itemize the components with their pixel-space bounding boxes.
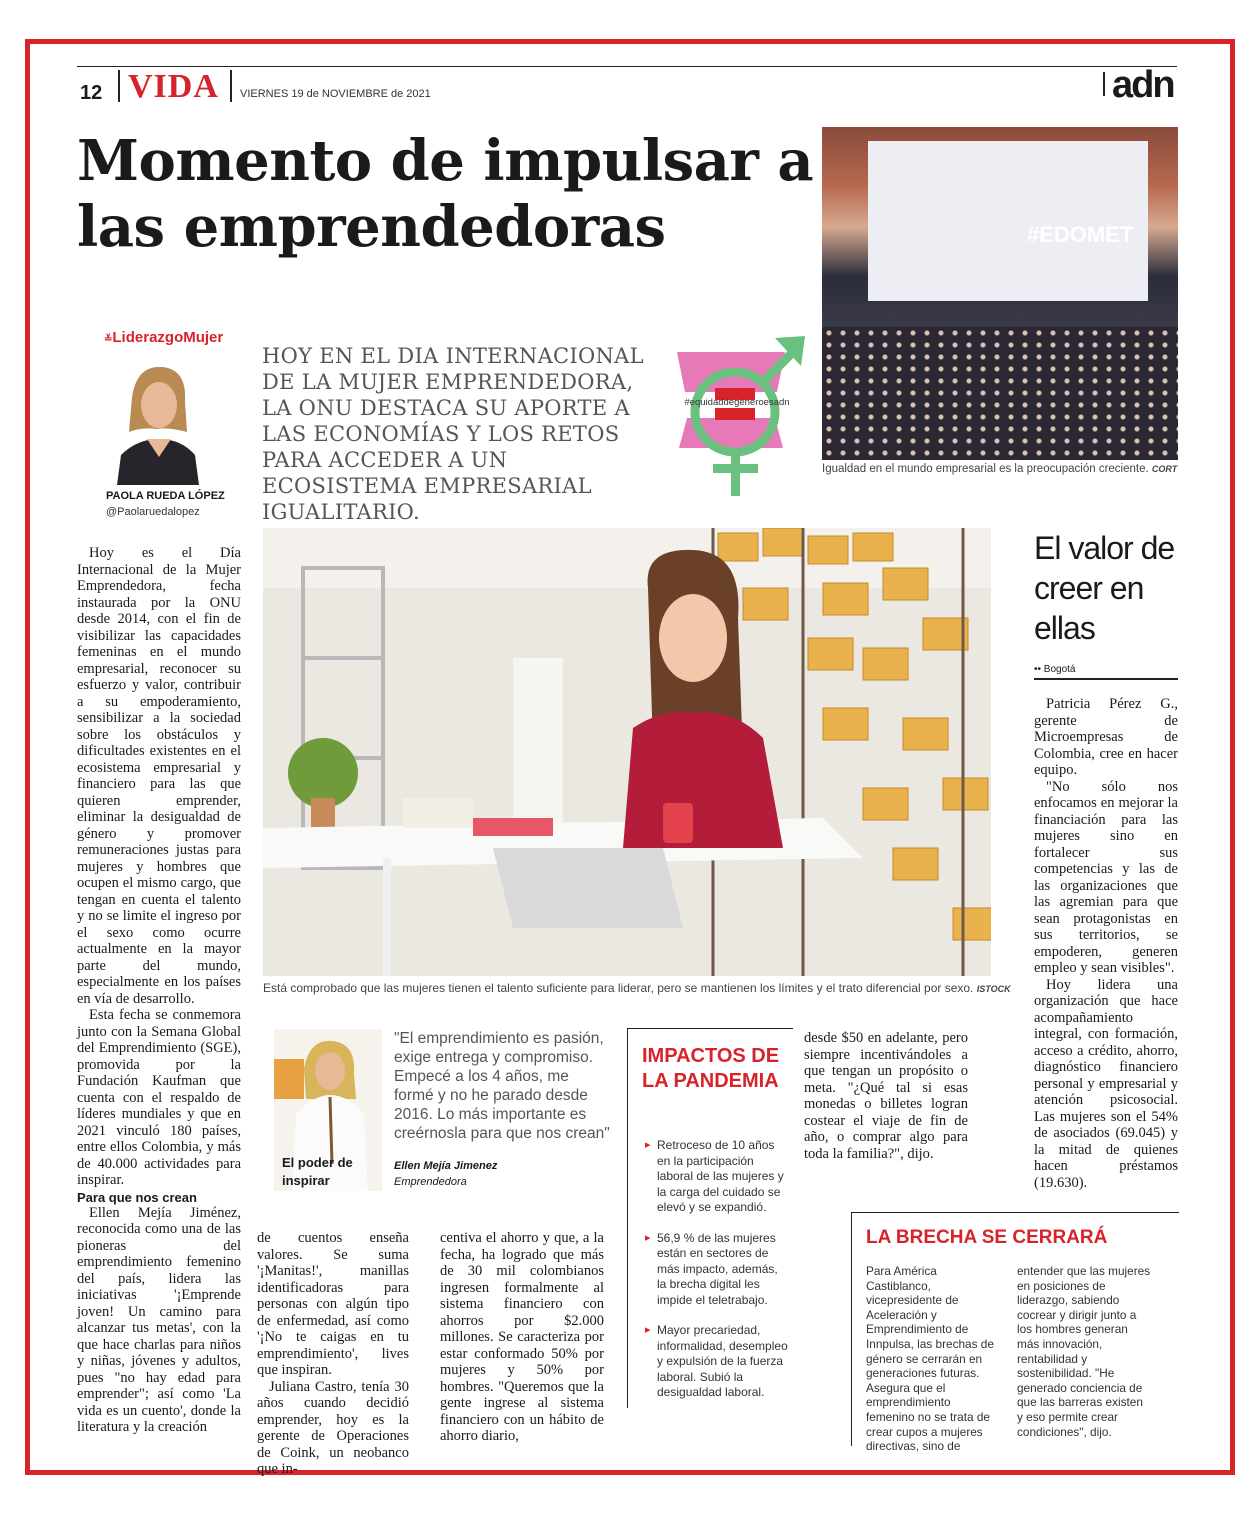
photo-credit: CORT [1151,464,1178,474]
topic-tag-label: LiderazgoMujer [112,329,224,346]
main-photo [263,528,991,976]
photo-credit: ISTOCK [976,984,1011,994]
stage-screen [868,141,1148,301]
logo-hashtag: #equidaddegéneroesadn [684,397,790,408]
impactos-list [645,1138,790,1416]
sidebar-body [1034,696,1178,1191]
topic-tag [104,329,223,346]
paragraph: Ellen Mejía Jiménez, reconocida como una de las pioneras del emprendimiento femenino del país, lidera las iniciativas '¡Emprende joven! Un camino para alcanzar tus metas', con la que hace charlas para niños y niñas, jóvenes y adultos, pues "no hay edad para emprender"; así como 'La vida es un cuento', donde la literatura y la creación [77,1204,241,1435]
gender-equity-logo [677,330,807,498]
paragraph: centiva el ahorro y que, a la fecha, ha logrado que más de 30 mil colombianos ingresen formalmente al sistema financiero con ahorros por $2.000 millones. Se caracteriza por estar conformado 50% por mujeres y 50% por hombres. "Queremos que la gente ingrese al sistema financiero con un hábito de ahorro diario, [440,1230,604,1444]
header-divider [118,70,120,102]
sidebar-rule [1034,678,1178,680]
quote-photo-label: El poder de inspirar [282,1155,353,1188]
audience-crowd [822,327,1178,460]
header-divider [1103,72,1105,96]
paragraph: Juliana Castro, tenía 30 años cuando decidió emprender, hoy es la gerente de Operaciones de Coink, un neobanco que in- [257,1378,409,1477]
brecha-title: LA BRECHA SE CERRARÁ [866,1227,1108,1248]
body-column-1 [77,545,241,1436]
paragraph: Esta fecha se conmemora junto con la Semana Global del Emprendimiento (SGE), promovida por la Fundación Kaufman que cuenta con el respaldo de líderes mundiales y que en 2021 vinculó 180 países, entre ellos Colombia, y más de 40.000 actividades para inspirar. [77,1007,241,1188]
dateline: •• Bogotá [1034,664,1076,675]
conference-photo [822,127,1178,460]
author-handle: @Paolaruedalopez [106,506,200,518]
sidebar-title: El valor de creer en ellas [1034,530,1175,646]
paragraph: Patricia Pérez G., gerente de Microempresas de Colombia, cree en hacer equipo. [1034,696,1178,778]
caption-text: Igualdad en el mundo empresarial es la preocupación creciente. [822,463,1149,475]
top-photo-caption [822,463,1178,475]
paragraph: de cuentos enseña valores. Se suma '¡Manitas!', manillas identificadoras para personas con algún tipo de enfermedad, así como '¡No te caigas en tu emprendimiento', lives que inspiran. [257,1230,409,1378]
section-name: VIDA [128,68,219,105]
header-rule [77,66,1177,67]
list-item: ▸ Retroceso de 10 años en la participación laboral de las mujeres y la carga del cuidado se elevó y se expandió. [645,1138,790,1216]
brecha-column-2: entender que las mujeres en posiciones de liderazgo, sabiendo cocrear y dirigir junto a los hombres generan más innovación, rentabilidad y sostenibilidad. "He generado conciencia de que las barreras existen y eso permite crear condiciones", dijo. [1017,1264,1151,1439]
brecha-column-1: Para América Castiblanco, vicepresidente de Aceleración y Emprendimiento de Innpulsa, las brechas de género se cerrarán en generaciones futuras. Asegura que el emprendimiento femenino no se trata de crear cupos a mujeres directivas, sino de [866,1264,994,1454]
quote-role: Emprendedora [394,1176,467,1188]
main-photo-caption [263,981,1011,995]
event-hashtag: #EDOMET [1027,222,1134,247]
paragraph: Hoy lidera una organización que hace acompañamiento integral, con formación, acceso a crédito, ahorro, diagnóstico financiero personal y empresarial y atención psicosocial. Las mujeres son el 54% de asociados (69.045) y la mitad de quienes hacen préstamos (19.630). [1034,976,1178,1191]
list-item: ▸ Mayor precariedad, informalidad, desempleo y expulsión de la fuerza laboral. Subió la desigualdad laboral. [645,1323,790,1401]
pull-quote: "El emprendimiento es pasión, exige entrega y compromiso. Empecé a los 4 años, me formé y no he parado desde 2016. Lo más importante es creérnosla para que nos crean" [394,1030,610,1142]
impactos-title: IMPACTOS DE LA PANDEMIA [642,1045,780,1092]
issue-date: VIERNES 19 de NOVIEMBRE de 2021 [240,88,431,100]
author-photo [107,357,207,485]
paragraph: desde $50 en adelante, pero siempre incentivándoles a que tengan un propósito o meta. "¿Qué tal si esas monedas o billetes logran costear el viaje de fin de año, o comprar algo para toda la familia?", dijo. [804,1030,968,1162]
body-column-2 [257,1230,409,1478]
header-divider [230,70,232,102]
chevron-down-icon: ≚ [104,334,113,345]
headline: Momento de impulsar a las emprendedoras [77,128,814,261]
paragraph: "No sólo nos enfocamos en mejorar la financiación para las mujeres sino en fortalecer sus competencias y las de las organizaciones que las agremian para que sean protagonistas en sus territorios, se empoderen, generen empleo y sean visibles". [1034,778,1178,976]
article-dek: HOY EN EL DIA INTERNACIONAL DE LA MUJER EMPRENDEDORA, LA ONU DESTACA SU APORTE A LAS ECONOMÍAS Y LOS RETOS PARA ACCEDER A UN ECOSISTEMA EMPRESARIAL IGUALITARIO. [262,344,644,524]
subhead: Para que nos crean [77,1189,197,1205]
list-item: ▸ 56,9 % de las mujeres están en sectores de más impacto, además, la brecha digital les impide el teletrabajo. [645,1231,790,1309]
caption-text: Está comprobado que las mujeres tienen el talento suficiente para liderar, pero se mantienen los límites y el trato diferencial por sexo. [263,981,974,995]
paragraph: Hoy es el Día Internacional de la Mujer Emprendedora, fecha instaurada por la ONU desde 2014, con el fin de visibilizar las capacidades femeninas en el mundo empresarial, reconocer su esfuerzo y valor, contribuir a su empoderamiento, sensibilizar a la sociedad sobre los obstáculos y dificultades existentes en el ecosistema empresarial y financiero para las que quieren emprender, eliminar la desigualdad de género y promover remuneraciones justas para mujeres y hombres que ocupen el mismo cargo, que tengan en cuenta el talento y no se limite el ingreso por el sexo como ocurre actualmente en la mayor parte del mundo, especialmente en los países en vía de desarrollo. [77,545,241,1007]
quote-author: Ellen Mejía Jimenez [394,1160,498,1172]
body-column-3 [440,1230,604,1445]
brand-logo: adn [1112,64,1174,106]
page-number: 12 [80,82,103,104]
author-name: PAOLA RUEDA LÓPEZ [106,490,225,502]
body-column-4 [804,1030,968,1162]
